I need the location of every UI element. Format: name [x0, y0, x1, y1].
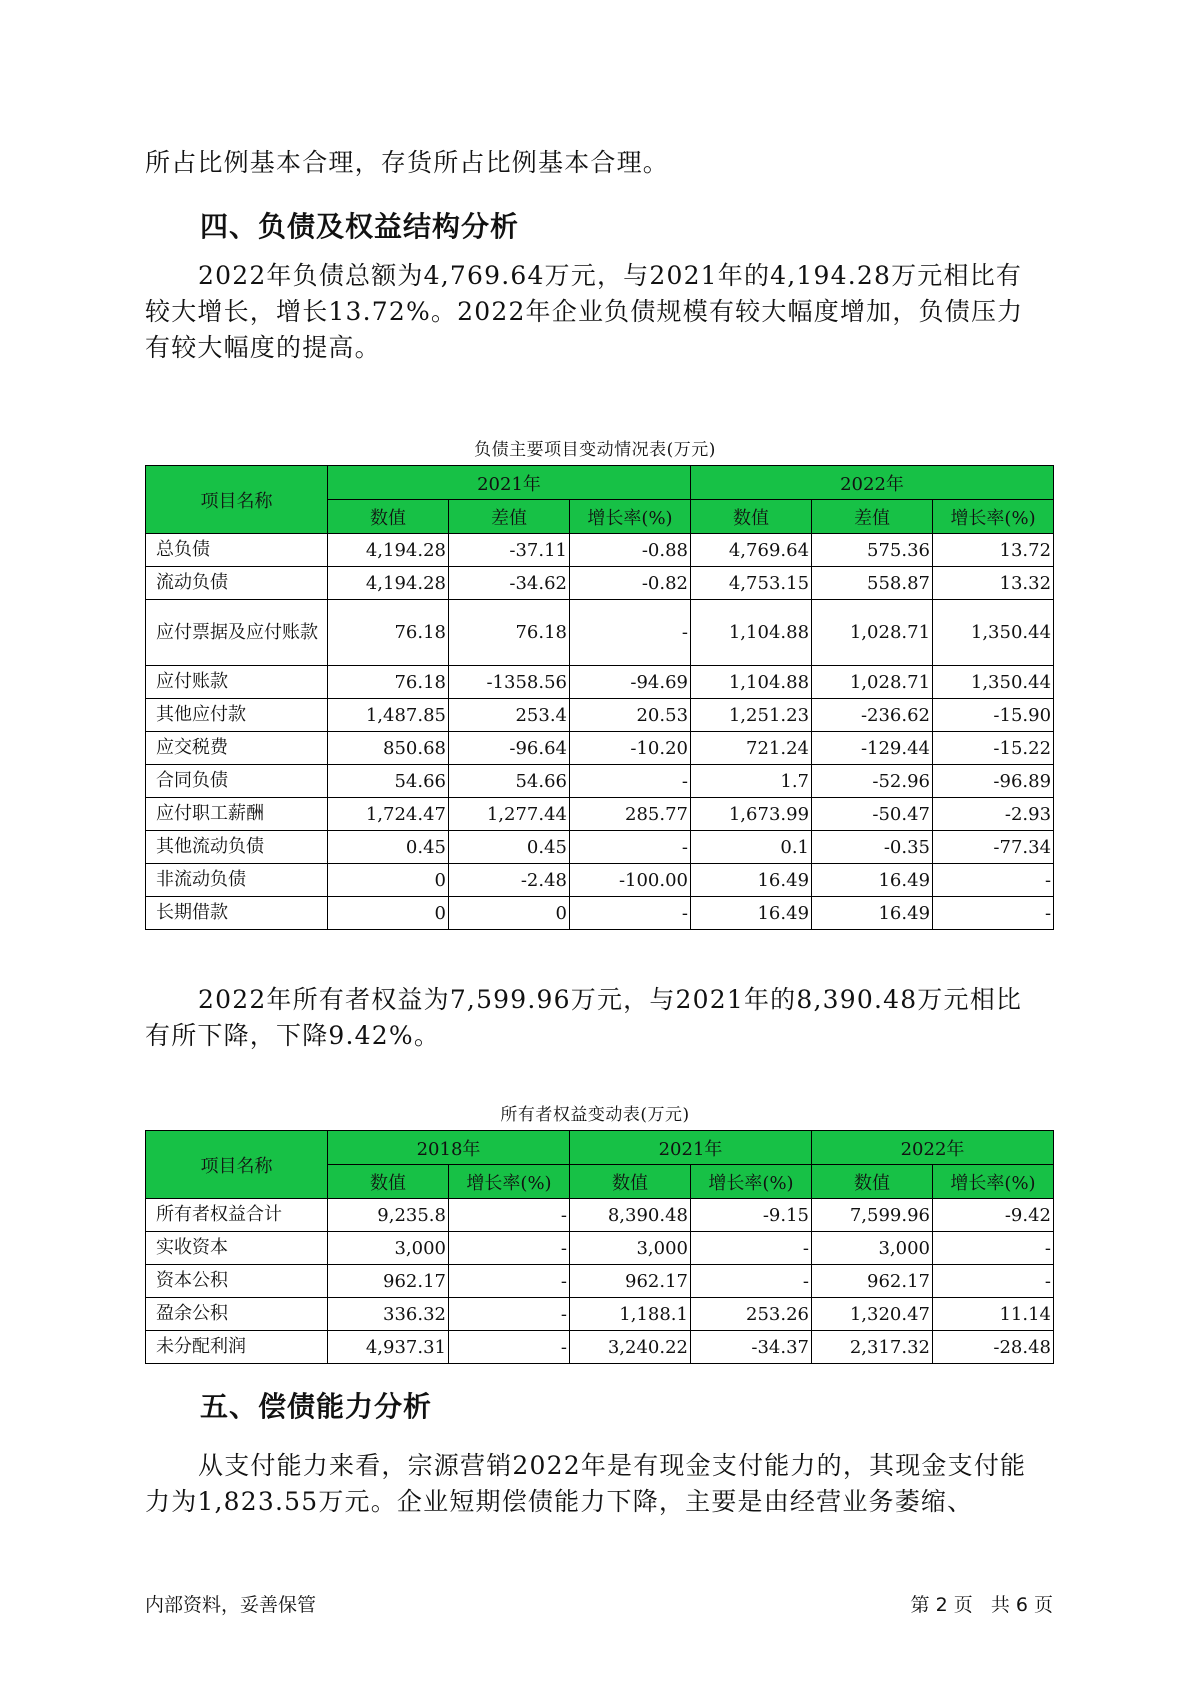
row-label: 长期借款 — [146, 897, 328, 930]
row-label: 所有者权益合计 — [146, 1199, 328, 1232]
paragraph-3: 2022年所有者权益为7,599.96万元，与2021年的8,390.48万元相比有所下降，下降9.42%。 — [145, 985, 1023, 1050]
cell: 0 — [328, 864, 449, 897]
cell: 4,194.28 — [328, 534, 449, 567]
cell: - — [570, 831, 691, 864]
cell: - — [933, 897, 1054, 930]
cell: - — [933, 864, 1054, 897]
cell: - — [449, 1199, 570, 1232]
row-label: 应付职工薪酬 — [146, 798, 328, 831]
cell: - — [449, 1265, 570, 1298]
table-row — [146, 1232, 1054, 1265]
table2-sub-header: 数值 — [570, 1165, 691, 1199]
table1-year-header: 2022年 — [691, 466, 1054, 500]
cell: - — [691, 1232, 812, 1265]
cell: 4,937.31 — [328, 1331, 449, 1364]
row-label: 实收资本 — [146, 1232, 328, 1265]
table-row — [146, 1331, 1054, 1364]
table2-year-header: 2021年 — [570, 1131, 812, 1165]
cell: 3,000 — [570, 1232, 691, 1265]
cell: 1.7 — [691, 765, 812, 798]
table-row — [146, 534, 1054, 567]
cell: 1,487.85 — [328, 699, 449, 732]
cell: -52.96 — [812, 765, 933, 798]
table2-sub-header: 数值 — [328, 1165, 449, 1199]
cell: -50.47 — [812, 798, 933, 831]
row-label: 其他流动负债 — [146, 831, 328, 864]
cell: - — [449, 1298, 570, 1331]
cell: 1,350.44 — [933, 600, 1054, 666]
section-heading-5: 五、偿债能力分析 — [200, 1390, 433, 1423]
cell: 1,350.44 — [933, 666, 1054, 699]
cell: 1,028.71 — [812, 600, 933, 666]
cell: 4,753.15 — [691, 567, 812, 600]
cell: 962.17 — [812, 1265, 933, 1298]
table2-year-header: 2022年 — [812, 1131, 1054, 1165]
cell: 20.53 — [570, 699, 691, 732]
table-row — [146, 699, 1054, 732]
cell: -94.69 — [570, 666, 691, 699]
cell: 11.14 — [933, 1298, 1054, 1331]
table-row — [146, 897, 1054, 930]
cell: - — [570, 897, 691, 930]
equity-table — [145, 1130, 1054, 1364]
cell: 1,673.99 — [691, 798, 812, 831]
cell: 721.24 — [691, 732, 812, 765]
row-label: 资本公积 — [146, 1265, 328, 1298]
row-label: 合同负债 — [146, 765, 328, 798]
cell: - — [449, 1331, 570, 1364]
cell: 575.36 — [812, 534, 933, 567]
cell: - — [933, 1265, 1054, 1298]
cell: 76.18 — [328, 600, 449, 666]
cell: 2,317.32 — [812, 1331, 933, 1364]
cell: 7,599.96 — [812, 1199, 933, 1232]
cell: 4,194.28 — [328, 567, 449, 600]
table1-sub-header: 差值 — [449, 500, 570, 534]
liabilities-table — [145, 465, 1054, 930]
footer-confidential: 内部资料，妥善保管 — [145, 1594, 317, 1616]
row-label: 非流动负债 — [146, 864, 328, 897]
cell: 9,235.8 — [328, 1199, 449, 1232]
cell: 558.87 — [812, 567, 933, 600]
cell: -0.35 — [812, 831, 933, 864]
table-row — [146, 831, 1054, 864]
paragraph-2: 2022年负债总额为4,769.64万元，与2021年的4,194.28万元相比有较大增长，增长13.72%。2022年企业负债规模有较大幅度增加，负债压力有较大幅度的提高。 — [145, 261, 1024, 362]
cell: 13.72 — [933, 534, 1054, 567]
row-label: 应付账款 — [146, 666, 328, 699]
cell: -100.00 — [570, 864, 691, 897]
table2-sub-header: 数值 — [812, 1165, 933, 1199]
cell: 4,769.64 — [691, 534, 812, 567]
cell: 1,104.88 — [691, 600, 812, 666]
table-row — [146, 864, 1054, 897]
cell: 0.45 — [328, 831, 449, 864]
table1-sub-header: 数值 — [691, 500, 812, 534]
table-row — [146, 666, 1054, 699]
row-label: 总负债 — [146, 534, 328, 567]
table-row — [146, 1265, 1054, 1298]
cell: 1,320.47 — [812, 1298, 933, 1331]
cell: 16.49 — [812, 897, 933, 930]
cell: 336.32 — [328, 1298, 449, 1331]
cell: -15.90 — [933, 699, 1054, 732]
cell: 1,251.23 — [691, 699, 812, 732]
cell: - — [570, 765, 691, 798]
cell: 0.45 — [449, 831, 570, 864]
table-row — [146, 732, 1054, 765]
table2-caption: 所有者权益变动表(万元) — [500, 1105, 690, 1125]
cell: 1,028.71 — [812, 666, 933, 699]
cell: 1,277.44 — [449, 798, 570, 831]
cell: 1,724.47 — [328, 798, 449, 831]
table1-name-header: 项目名称 — [146, 466, 328, 534]
table1-sub-header: 数值 — [328, 500, 449, 534]
cell: 54.66 — [449, 765, 570, 798]
paragraph-4: 从支付能力来看，宗源营销2022年是有现金支付能力的，其现金支付能力为1,823.55万元。企业短期偿债能力下降，主要是由经营业务萎缩、 — [145, 1451, 1027, 1516]
table2-sub-header: 增长率(%) — [691, 1165, 812, 1199]
table2-name-header: 项目名称 — [146, 1131, 328, 1199]
cell: -77.34 — [933, 831, 1054, 864]
cell: -15.22 — [933, 732, 1054, 765]
cell: 0 — [449, 897, 570, 930]
table2-sub-header: 增长率(%) — [933, 1165, 1054, 1199]
cell: 1,104.88 — [691, 666, 812, 699]
table2-sub-header: 增长率(%) — [449, 1165, 570, 1199]
cell: 285.77 — [570, 798, 691, 831]
cell: 3,000 — [812, 1232, 933, 1265]
cell: 16.49 — [691, 864, 812, 897]
cell: 3,000 — [328, 1232, 449, 1265]
cell: -0.88 — [570, 534, 691, 567]
cell: -9.42 — [933, 1199, 1054, 1232]
cell: 962.17 — [570, 1265, 691, 1298]
cell: 0.1 — [691, 831, 812, 864]
cell: - — [933, 1232, 1054, 1265]
cell: -96.64 — [449, 732, 570, 765]
cell: 962.17 — [328, 1265, 449, 1298]
cell: 850.68 — [328, 732, 449, 765]
cell: -2.93 — [933, 798, 1054, 831]
cell: - — [691, 1265, 812, 1298]
cell: -10.20 — [570, 732, 691, 765]
cell: 54.66 — [328, 765, 449, 798]
cell: 1,188.1 — [570, 1298, 691, 1331]
cell: -37.11 — [449, 534, 570, 567]
table-row — [146, 798, 1054, 831]
cell: 253.26 — [691, 1298, 812, 1331]
cell: -236.62 — [812, 699, 933, 732]
table2-year-header: 2018年 — [328, 1131, 570, 1165]
table1-sub-header: 差值 — [812, 500, 933, 534]
cell: -129.44 — [812, 732, 933, 765]
paragraph-1: 所占比例基本合理，存货所占比例基本合理。 — [145, 148, 670, 177]
cell: -0.82 — [570, 567, 691, 600]
cell: -96.89 — [933, 765, 1054, 798]
table1-caption: 负债主要项目变动情况表(万元) — [474, 440, 716, 460]
cell: - — [570, 600, 691, 666]
cell: - — [449, 1232, 570, 1265]
section-heading-4: 四、负债及权益结构分析 — [200, 210, 520, 243]
row-label: 其他应付款 — [146, 699, 328, 732]
footer-page-number: 第 2 页 共 6 页 — [910, 1594, 1053, 1616]
table1-sub-header: 增长率(%) — [570, 500, 691, 534]
cell: 253.4 — [449, 699, 570, 732]
cell: -34.37 — [691, 1331, 812, 1364]
table1-sub-header: 增长率(%) — [933, 500, 1054, 534]
table-row — [146, 1199, 1054, 1232]
cell: -9.15 — [691, 1199, 812, 1232]
cell: 76.18 — [449, 600, 570, 666]
row-label: 盈余公积 — [146, 1298, 328, 1331]
table-row — [146, 765, 1054, 798]
cell: 8,390.48 — [570, 1199, 691, 1232]
cell: -1358.56 — [449, 666, 570, 699]
row-label: 流动负债 — [146, 567, 328, 600]
table-row — [146, 600, 1054, 666]
cell: 76.18 — [328, 666, 449, 699]
table-row — [146, 567, 1054, 600]
cell: 0 — [328, 897, 449, 930]
cell: -34.62 — [449, 567, 570, 600]
cell: -2.48 — [449, 864, 570, 897]
cell: -28.48 — [933, 1331, 1054, 1364]
row-label: 应交税费 — [146, 732, 328, 765]
table1-year-header: 2021年 — [328, 466, 691, 500]
cell: 13.32 — [933, 567, 1054, 600]
cell: 16.49 — [812, 864, 933, 897]
cell: 3,240.22 — [570, 1331, 691, 1364]
cell: 16.49 — [691, 897, 812, 930]
table-row — [146, 1298, 1054, 1331]
row-label: 应付票据及应付账款 — [146, 600, 328, 666]
row-label: 未分配利润 — [146, 1331, 328, 1364]
